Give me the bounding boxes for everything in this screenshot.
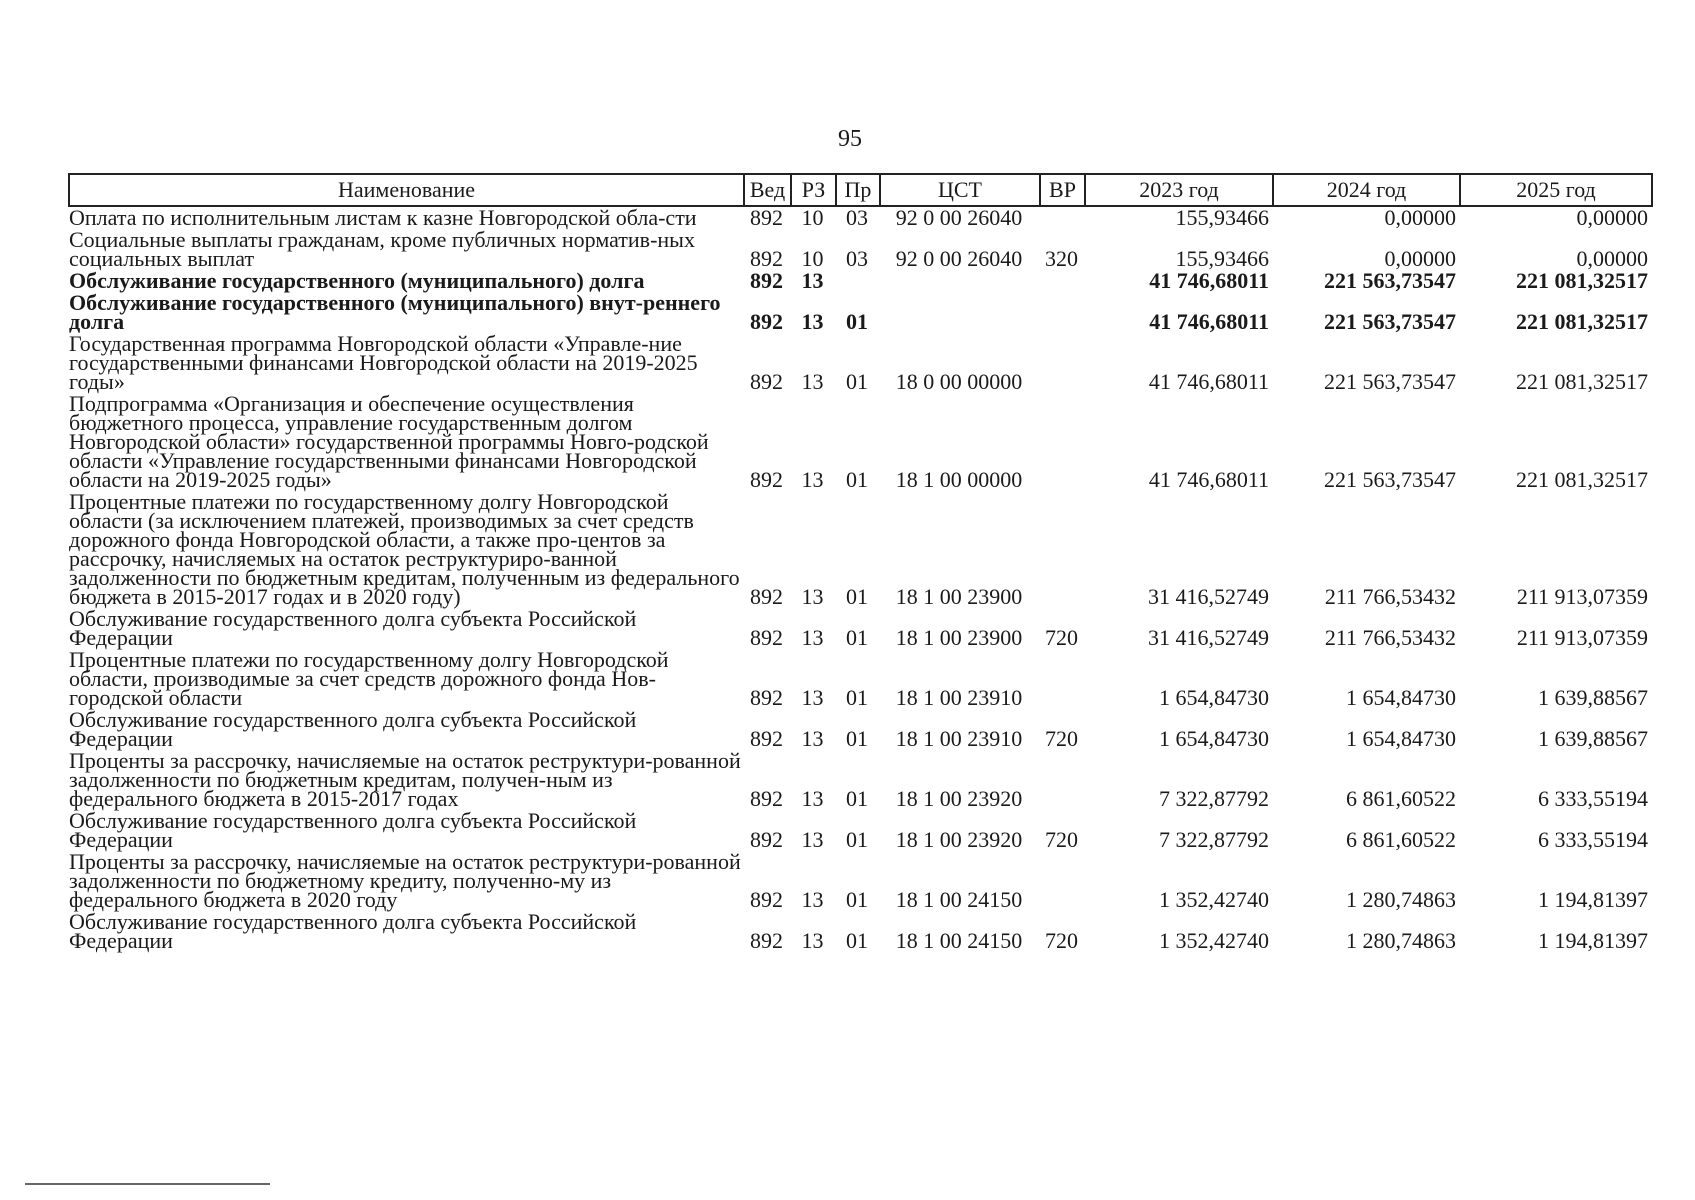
cell-2023: 7 322,87792 bbox=[1159, 786, 1269, 811]
table-row bbox=[69, 911, 1652, 952]
cell-vr bbox=[1040, 270, 1085, 292]
cell-2025: 1 639,88567 bbox=[1538, 685, 1648, 710]
cell-cst: 18 0 00 00000 bbox=[895, 369, 1023, 394]
cell-2025: 221 081,32517 bbox=[1516, 369, 1648, 394]
page-number: 95 bbox=[838, 126, 862, 152]
cell-pr: 01 bbox=[846, 309, 868, 334]
cell-rz: 13 bbox=[801, 928, 824, 953]
cell-name: Обслуживание государственного долга субъекта Российской Федерации bbox=[69, 707, 637, 751]
cell-pr: 01 bbox=[846, 827, 868, 852]
cell-ved: 892 bbox=[750, 827, 783, 852]
cell-ved: 892 bbox=[750, 584, 783, 609]
cell-2025: 0,00000 bbox=[1576, 246, 1648, 271]
table-header bbox=[69, 174, 1652, 206]
table-row bbox=[69, 206, 1652, 229]
cell-2023: 155,93466 bbox=[1175, 205, 1269, 230]
cell-name: Обслуживание государственного (муниципального) долга bbox=[69, 268, 645, 293]
footnote-divider bbox=[25, 1183, 270, 1185]
cell-2025: 211 913,07359 bbox=[1516, 625, 1648, 650]
cell-2023: 41 746,68011 bbox=[1148, 369, 1269, 394]
cell-2023: 7 322,87792 bbox=[1159, 827, 1269, 852]
cell-2023: 41 746,68011 bbox=[1149, 309, 1269, 334]
cell-2025: 221 081,32517 bbox=[1516, 467, 1648, 492]
cell-cst: 92 0 00 26040 bbox=[895, 205, 1023, 230]
cell-pr: 03 bbox=[846, 246, 868, 271]
cell-ved: 892 bbox=[750, 467, 783, 492]
cell-rz: 13 bbox=[801, 726, 824, 751]
cell-2025: 0,00000 bbox=[1576, 205, 1648, 230]
cell-2023: 41 746,68011 bbox=[1149, 268, 1269, 293]
cell-name: Процентные платежи по государственному долгу Новгородской области, производимые за счет средств дорожного фонда Нов-городской области bbox=[69, 647, 669, 710]
table-row bbox=[69, 649, 1652, 709]
cell-vr bbox=[1040, 491, 1085, 608]
cell-rz: 13 bbox=[801, 625, 824, 650]
header-2023: 2023 год bbox=[1085, 174, 1273, 206]
cell-vr: 720 bbox=[1045, 726, 1078, 751]
cell-cst: 18 1 00 24150 bbox=[895, 928, 1023, 953]
cell-name: Проценты за рассрочку, начисляемые на остаток реструктури-рованной задолженности по бюджетному кредиту, полученно-му из федерального бюджета в 2020 году bbox=[69, 849, 741, 912]
cell-rz: 13 bbox=[801, 369, 824, 394]
cell-rz: 13 bbox=[801, 268, 824, 293]
cell-rz: 13 bbox=[801, 786, 824, 811]
cell-cst: 18 1 00 23910 bbox=[895, 726, 1023, 751]
cell-2023: 31 416,52749 bbox=[1148, 584, 1269, 609]
cell-2023: 1 352,42740 bbox=[1159, 928, 1269, 953]
cell-vr: 720 bbox=[1045, 625, 1078, 650]
cell-2023: 31 416,52749 bbox=[1148, 625, 1269, 650]
table-row bbox=[69, 750, 1652, 810]
cell-name: Обслуживание государственного (муниципального) внут-реннего долга bbox=[69, 290, 721, 334]
cell-name: Обслуживание государственного долга субъекта Российской Федерации bbox=[69, 606, 637, 650]
cell-cst: 18 1 00 23910 bbox=[895, 685, 1023, 710]
table-row bbox=[69, 229, 1652, 270]
cell-ved: 892 bbox=[750, 205, 783, 230]
cell-rz: 10 bbox=[801, 205, 824, 230]
cell-name: Социальные выплаты гражданам, кроме публичных норматив-ных социальных выплат bbox=[69, 227, 695, 271]
cell-name: Оплата по исполнительным листам к казне Новгородской обла-сти bbox=[69, 205, 697, 230]
table-row bbox=[69, 709, 1652, 750]
cell-pr: 01 bbox=[846, 887, 868, 912]
cell-ved: 892 bbox=[750, 246, 783, 271]
cell-2025: 221 081,32517 bbox=[1516, 309, 1648, 334]
cell-pr: 01 bbox=[846, 467, 868, 492]
cell-rz: 13 bbox=[801, 685, 824, 710]
cell-cst: 18 1 00 00000 bbox=[895, 467, 1023, 492]
cell-vr bbox=[1040, 206, 1085, 229]
cell-2024: 211 766,53432 bbox=[1324, 625, 1456, 650]
cell-vr bbox=[1040, 750, 1085, 810]
cell-name: Обслуживание государственного долга субъекта Российской Федерации bbox=[69, 808, 637, 852]
cell-vr: 720 bbox=[1045, 827, 1078, 852]
cell-pr: 01 bbox=[846, 685, 868, 710]
cell-vr bbox=[1040, 292, 1085, 333]
cell-pr bbox=[836, 270, 880, 292]
cell-vr bbox=[1040, 649, 1085, 709]
cell-2024: 221 563,73547 bbox=[1324, 268, 1456, 293]
cell-2025: 1 194,81397 bbox=[1538, 928, 1648, 953]
cell-rz: 13 bbox=[801, 467, 824, 492]
cell-vr bbox=[1040, 851, 1085, 911]
cell-name: Государственная программа Новгородской области «Управле-ние государственными финансами Новгородской области на 2019-2025 годы» bbox=[69, 331, 698, 394]
cell-2024: 1 280,74863 bbox=[1346, 887, 1456, 912]
header-ved: Вед bbox=[744, 174, 791, 206]
header-rz: РЗ bbox=[791, 174, 836, 206]
cell-2024: 6 861,60522 bbox=[1346, 827, 1456, 852]
cell-cst: 18 1 00 24150 bbox=[895, 887, 1023, 912]
cell-ved: 892 bbox=[750, 685, 783, 710]
table-row bbox=[69, 851, 1652, 911]
cell-pr: 01 bbox=[846, 625, 868, 650]
cell-ved: 892 bbox=[750, 928, 783, 953]
header-name: Наименование bbox=[69, 174, 744, 206]
cell-pr: 01 bbox=[846, 584, 868, 609]
cell-ved: 892 bbox=[750, 625, 783, 650]
cell-2024: 1 654,84730 bbox=[1346, 726, 1456, 751]
cell-2024: 6 861,60522 bbox=[1346, 786, 1456, 811]
cell-name: Подпрограмма «Организация и обеспечение осуществления бюджетного процесса, управление государственным долгом Новгородской области» государственной программы Новго-родской области «Управление государственными финансами Новгородской области на 2019-2025 годы» bbox=[69, 391, 709, 492]
cell-2024: 211 766,53432 bbox=[1324, 584, 1456, 609]
cell-pr: 01 bbox=[846, 928, 868, 953]
cell-2023: 1 654,84730 bbox=[1159, 726, 1269, 751]
cell-rz: 13 bbox=[801, 309, 824, 334]
cell-pr: 01 bbox=[846, 786, 868, 811]
budget-table bbox=[68, 173, 1653, 952]
cell-2025: 1 194,81397 bbox=[1538, 887, 1648, 912]
cell-2025: 221 081,32517 bbox=[1516, 268, 1648, 293]
cell-2023: 1 352,42740 bbox=[1159, 887, 1269, 912]
cell-name: Проценты за рассрочку, начисляемые на остаток реструктури-рованной задолженности по бюджетным кредитам, получен-ным из федерального бюджета в 2015-2017 годах bbox=[69, 748, 741, 811]
cell-cst: 18 1 00 23900 bbox=[895, 584, 1023, 609]
table-body bbox=[69, 206, 1652, 952]
cell-2025: 6 333,55194 bbox=[1538, 827, 1648, 852]
header-cst: ЦСТ bbox=[880, 174, 1040, 206]
cell-2024: 0,00000 bbox=[1384, 205, 1456, 230]
cell-cst: 92 0 00 26040 bbox=[895, 246, 1023, 271]
cell-cst: 18 1 00 23920 bbox=[895, 786, 1023, 811]
cell-cst bbox=[880, 292, 1040, 333]
cell-pr: 03 bbox=[846, 205, 868, 230]
cell-cst: 18 1 00 23900 bbox=[895, 625, 1023, 650]
header-pr: Пр bbox=[836, 174, 880, 206]
table-row bbox=[69, 608, 1652, 649]
cell-vr bbox=[1040, 333, 1085, 393]
header-vr: ВР bbox=[1040, 174, 1085, 206]
cell-pr: 01 bbox=[846, 726, 868, 751]
table-row bbox=[69, 491, 1652, 608]
cell-ved: 892 bbox=[750, 309, 783, 334]
cell-2025: 1 639,88567 bbox=[1538, 726, 1648, 751]
cell-2023: 41 746,68011 bbox=[1148, 467, 1269, 492]
cell-2024: 1 280,74863 bbox=[1346, 928, 1456, 953]
cell-2023: 155,93466 bbox=[1175, 246, 1269, 271]
cell-vr bbox=[1040, 393, 1085, 491]
table-row bbox=[69, 333, 1652, 393]
header-2024: 2024 год bbox=[1273, 174, 1460, 206]
cell-ved: 892 bbox=[750, 268, 783, 293]
table-row bbox=[69, 810, 1652, 851]
cell-2024: 221 563,73547 bbox=[1324, 467, 1456, 492]
cell-pr: 01 bbox=[846, 369, 868, 394]
cell-rz: 13 bbox=[801, 887, 824, 912]
cell-rz: 13 bbox=[801, 827, 824, 852]
header-2025: 2025 год bbox=[1460, 174, 1652, 206]
cell-name: Процентные платежи по государственному долгу Новгородской области (за исключением платежей, производимых за счет средств дорожного фонда Новгородской области, а также про-центов за рассрочку, начисляемых на остаток реструктуриро-ванной задолженности по бюджетным кредитам, полученным из федерального бюджета в 2015-2017 годах и в 2020 году) bbox=[69, 489, 740, 609]
cell-cst bbox=[880, 270, 1040, 292]
cell-2025: 211 913,07359 bbox=[1516, 584, 1648, 609]
cell-ved: 892 bbox=[750, 887, 783, 912]
cell-2024: 221 563,73547 bbox=[1324, 309, 1456, 334]
cell-2024: 221 563,73547 bbox=[1324, 369, 1456, 394]
cell-rz: 13 bbox=[801, 584, 824, 609]
cell-ved: 892 bbox=[750, 786, 783, 811]
cell-cst: 18 1 00 23920 bbox=[895, 827, 1023, 852]
cell-rz: 10 bbox=[801, 246, 824, 271]
table-row bbox=[69, 270, 1652, 292]
cell-name: Обслуживание государственного долга субъекта Российской Федерации bbox=[69, 909, 637, 953]
cell-2025: 6 333,55194 bbox=[1538, 786, 1648, 811]
table-row bbox=[69, 393, 1652, 491]
cell-vr: 720 bbox=[1045, 928, 1078, 953]
cell-vr: 320 bbox=[1045, 246, 1078, 271]
cell-2024: 1 654,84730 bbox=[1346, 685, 1456, 710]
cell-ved: 892 bbox=[750, 369, 783, 394]
cell-ved: 892 bbox=[750, 726, 783, 751]
cell-2023: 1 654,84730 bbox=[1159, 685, 1269, 710]
table-row bbox=[69, 292, 1652, 333]
cell-2024: 0,00000 bbox=[1384, 246, 1456, 271]
